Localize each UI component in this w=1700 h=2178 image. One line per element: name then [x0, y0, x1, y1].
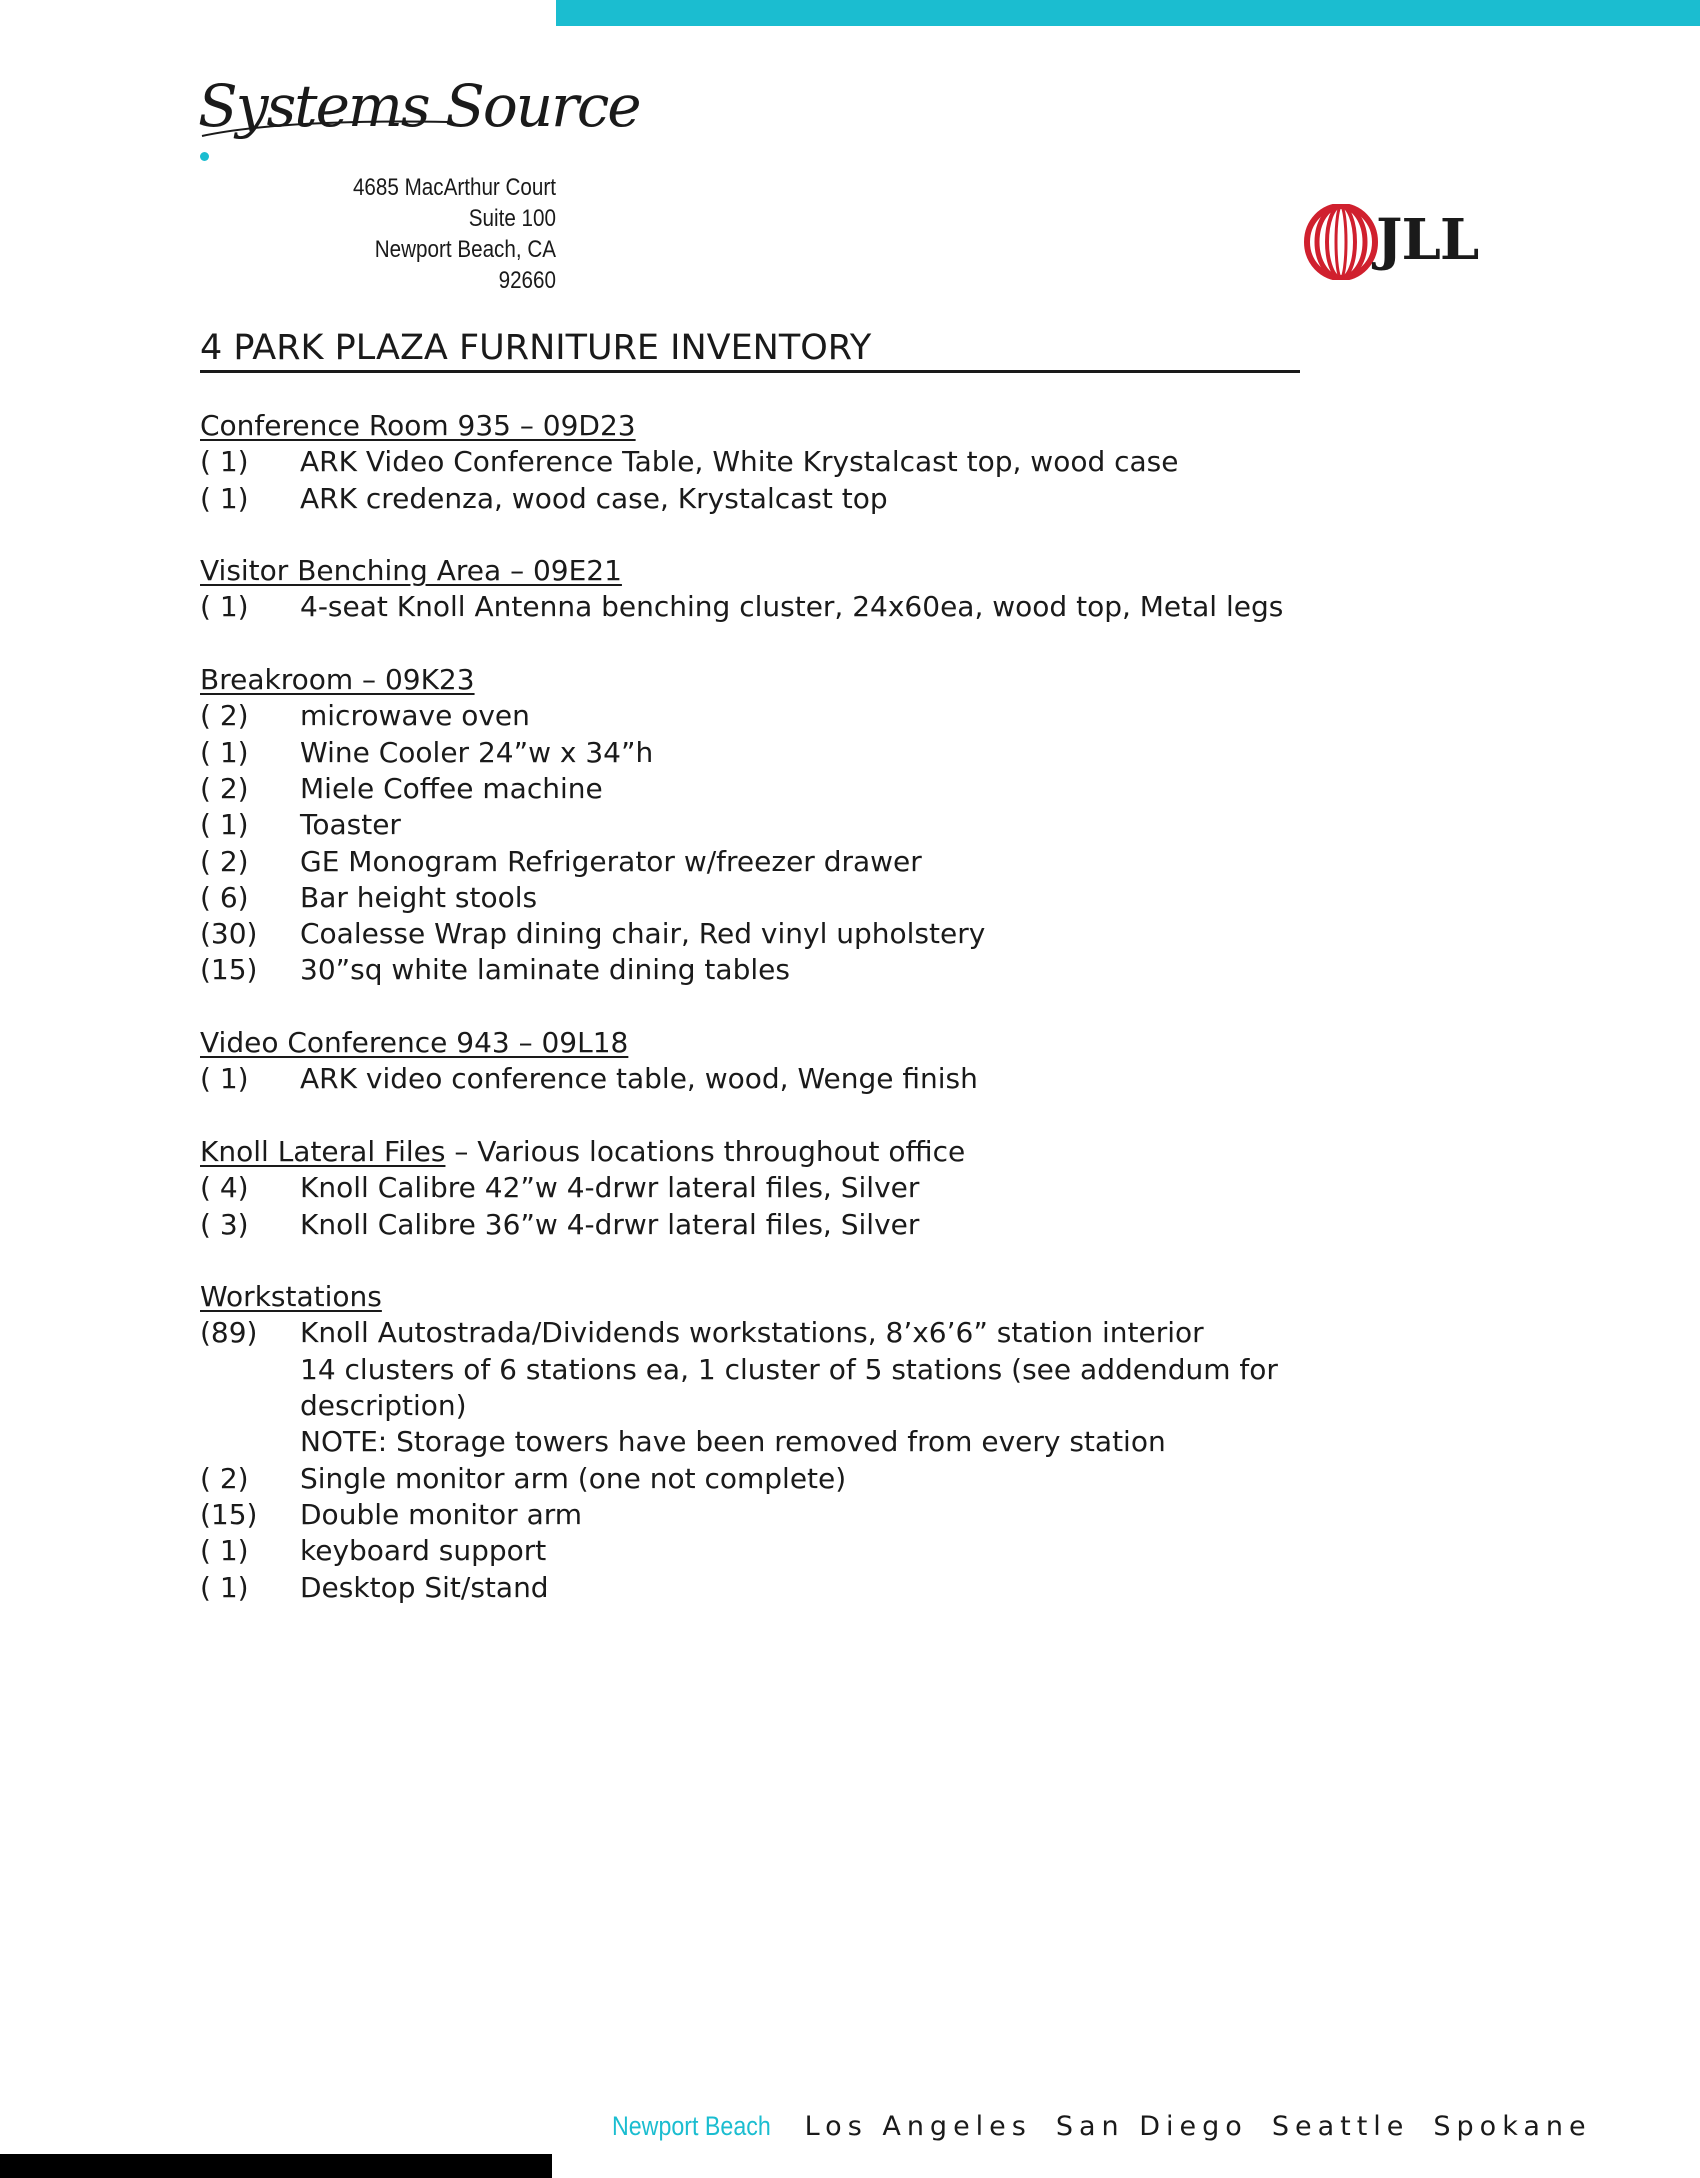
footer-city: Spokane — [1433, 2111, 1592, 2142]
logo-text: Systems Source — [198, 72, 640, 140]
item-quantity: (30) — [200, 917, 258, 951]
item-description: 4-seat Knoll Antenna benching cluster, 24x60ea, wood top, Metal legs — [300, 590, 1284, 624]
section-heading-label: Visitor Benching Area – 09E21 — [200, 554, 622, 588]
item-description: GE Monogram Refrigerator w/freezer drawer — [300, 844, 922, 878]
inventory-item — [200, 880, 1500, 916]
company-address — [301, 172, 556, 296]
item-quantity: ( 1) — [200, 1062, 249, 1096]
inventory-item — [200, 1461, 1500, 1497]
inventory-item — [200, 1207, 1500, 1243]
item-description: Double monitor arm — [300, 1497, 583, 1531]
item-quantity: ( 2) — [200, 1461, 249, 1495]
inventory-section — [200, 1025, 1500, 1098]
item-description: ARK video conference table, wood, Wenge finish — [300, 1062, 978, 1096]
footer-city: Seattle — [1271, 2111, 1410, 2142]
item-quantity: (89) — [200, 1316, 258, 1350]
section-heading — [200, 1134, 1500, 1170]
item-description-continued: 14 clusters of 6 stations ea, 1 cluster of 5 stations (see addendum for — [300, 1352, 1278, 1386]
logo-swoosh-icon — [198, 66, 568, 146]
item-quantity: (15) — [200, 953, 258, 987]
footer-city: Newport Beach — [612, 2111, 771, 2141]
section-heading-label: Workstations — [200, 1280, 382, 1314]
item-quantity: ( 1) — [200, 481, 249, 515]
inventory-section — [200, 1134, 1500, 1243]
logo-dot-icon — [200, 152, 209, 161]
item-quantity: ( 1) — [200, 445, 249, 479]
item-quantity: ( 1) — [200, 1534, 249, 1568]
item-description: ARK Video Conference Table, White Krystalcast top, wood case — [300, 445, 1179, 479]
item-description: Single monitor arm (one not complete) — [300, 1461, 847, 1495]
inventory-item — [200, 698, 1500, 734]
item-description: ARK credenza, wood case, Krystalcast top — [300, 481, 888, 515]
inventory-content — [200, 408, 1500, 1642]
item-quantity: ( 6) — [200, 880, 249, 914]
jll-logo-text: JLL — [1376, 207, 1479, 273]
section-heading — [200, 1025, 1500, 1061]
item-description: Knoll Calibre 36”w 4-drwr lateral files, Silver — [300, 1207, 920, 1241]
section-heading — [200, 662, 1500, 698]
item-description: Miele Coffee machine — [300, 771, 603, 805]
inventory-item — [200, 1570, 1500, 1606]
address-line: 92660 — [498, 267, 556, 294]
inventory-section — [200, 408, 1500, 517]
inventory-item — [200, 916, 1500, 952]
address-line: Suite 100 — [468, 205, 556, 232]
item-description: Wine Cooler 24”w x 34”h — [300, 735, 654, 769]
inventory-item — [200, 481, 1500, 517]
address-line: Newport Beach, CA — [374, 236, 556, 263]
bottom-accent-bar — [0, 2154, 552, 2178]
section-heading-label: Video Conference 943 – 09L18 — [200, 1026, 629, 1060]
item-quantity: ( 2) — [200, 844, 249, 878]
item-quantity: ( 2) — [200, 771, 249, 805]
section-heading — [200, 553, 1500, 589]
inventory-section — [200, 553, 1500, 626]
jll-mark-icon — [1304, 204, 1378, 280]
document-title: 4 PARK PLAZA FURNITURE INVENTORY — [200, 326, 1300, 373]
item-quantity: ( 1) — [200, 590, 249, 624]
top-accent-bar — [556, 0, 1700, 26]
item-description: Knoll Autostrada/Dividends workstations, 8’x6’6” station interior — [300, 1316, 1204, 1350]
inventory-item — [200, 589, 1500, 625]
address-line: 4685 MacArthur Court — [352, 174, 556, 201]
inventory-item — [200, 1170, 1500, 1206]
item-description: Desktop Sit/stand — [300, 1570, 549, 1604]
item-description-continued: description) — [300, 1389, 467, 1423]
item-description: Toaster — [300, 808, 401, 842]
footer-city-list — [612, 2108, 1616, 2145]
item-description: 30”sq white laminate dining tables — [300, 953, 790, 987]
item-description: Coalesse Wrap dining chair, Red vinyl upholstery — [300, 917, 986, 951]
item-description: Bar height stools — [300, 880, 538, 914]
section-heading-label: Breakroom – 09K23 — [200, 663, 475, 697]
inventory-item — [200, 1497, 1500, 1533]
systems-source-logo — [198, 66, 640, 146]
section-heading — [200, 408, 1500, 444]
inventory-item — [200, 1315, 1500, 1351]
inventory-item — [200, 1533, 1500, 1569]
inventory-item — [200, 952, 1500, 988]
item-quantity: ( 1) — [200, 808, 249, 842]
inventory-item — [200, 844, 1500, 880]
item-quantity: ( 4) — [200, 1171, 249, 1205]
inventory-item — [200, 1061, 1500, 1097]
item-quantity: ( 3) — [200, 1207, 249, 1241]
inventory-section — [200, 1279, 1500, 1606]
inventory-item — [200, 444, 1500, 480]
footer-city: Los Angeles — [804, 2111, 1032, 2142]
item-description: microwave oven — [300, 699, 530, 733]
inventory-item — [200, 807, 1500, 843]
inventory-section — [200, 662, 1500, 989]
item-quantity: (15) — [200, 1497, 258, 1531]
section-heading-suffix: – Various locations throughout office — [445, 1134, 966, 1168]
item-description: Knoll Calibre 42”w 4-drwr lateral files, Silver — [300, 1171, 920, 1205]
item-quantity: ( 2) — [200, 699, 249, 733]
item-description: keyboard support — [300, 1534, 547, 1568]
section-heading — [200, 1279, 1500, 1315]
item-quantity: ( 1) — [200, 735, 249, 769]
item-description-continued: NOTE: Storage towers have been removed from every station — [300, 1425, 1166, 1459]
section-heading-label: Knoll Lateral Files — [200, 1134, 446, 1168]
item-quantity: ( 1) — [200, 1570, 249, 1604]
footer-city: San Diego — [1055, 2111, 1248, 2142]
jll-logo — [1304, 204, 1484, 284]
inventory-item — [200, 735, 1500, 771]
section-heading-label: Conference Room 935 – 09D23 — [200, 409, 636, 442]
inventory-item — [200, 771, 1500, 807]
